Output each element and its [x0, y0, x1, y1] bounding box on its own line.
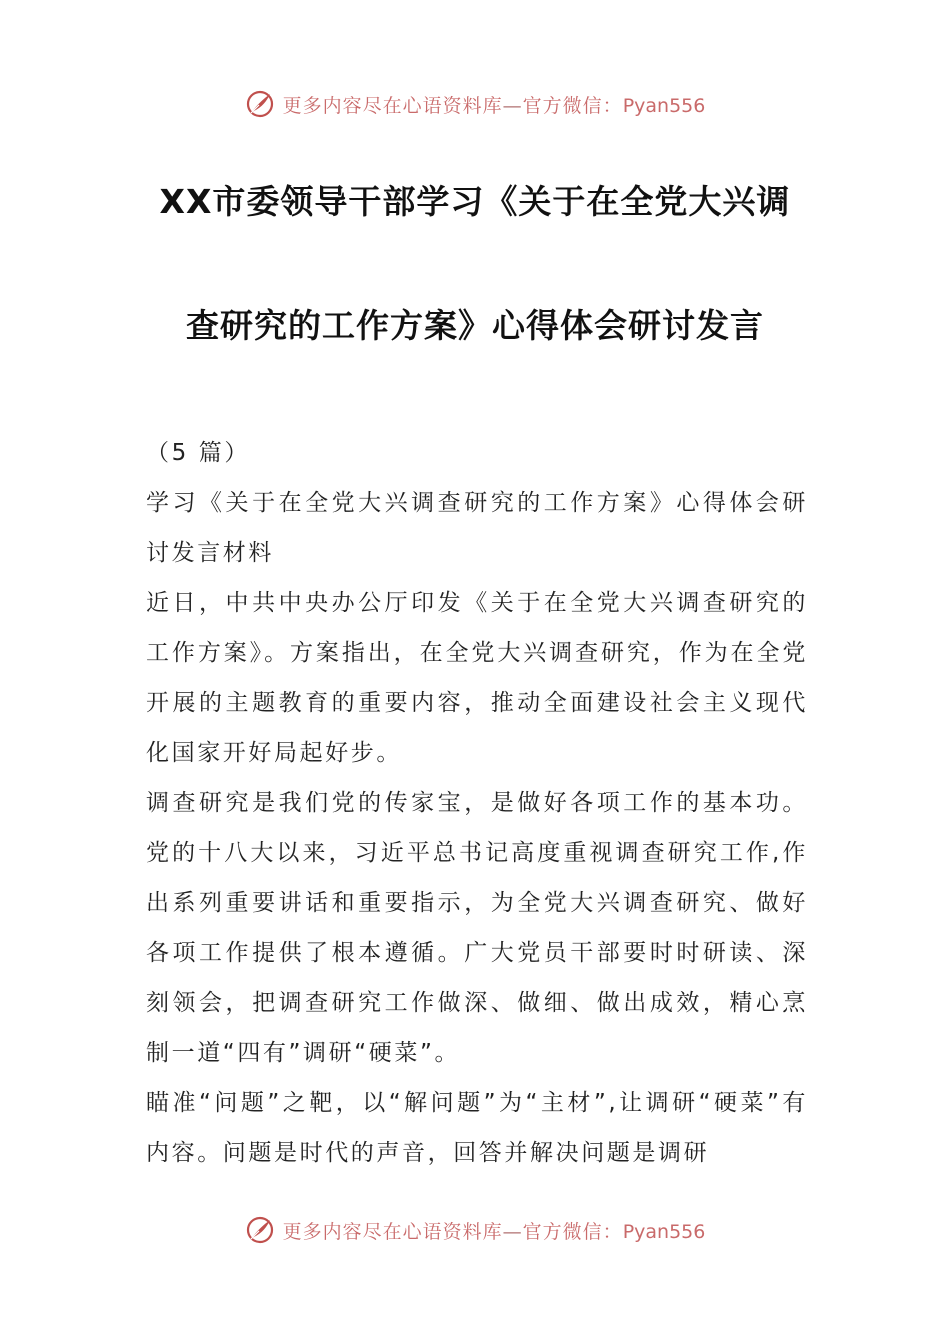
- paragraph: 调查研究是我们党的传家宝，是做好各项工作的基本功。党的十八大以来，习近平总书记高度重视调查研究工作,作出系列重要讲话和重要指示，为全党大兴调查研究、做好各项工作提供了根本遵循。广大党员干部要时时研读、深刻领会，把调查研究工作做深、做细、做出成效，精心烹制一道“四有”调研“硬菜”。: [146, 790, 808, 1066]
- banner-wechat-id: Pyan556: [622, 1220, 706, 1243]
- banner-wechat-label: 官方微信：: [522, 94, 623, 117]
- banner-brand-text: 更多内容尽在心语资料库: [282, 94, 503, 117]
- feather-pen-logo-icon: [245, 89, 275, 119]
- paragraph: 瞄准“问题”之靶，以“解问题”为“主材”,让调研“硬菜”有内容。问题是时代的声音，回答并解决问题是调研: [146, 1090, 808, 1166]
- banner-dash: —: [502, 1220, 523, 1243]
- paragraph: 近日，中共中央办公厅印发《关于在全党大兴调查研究的工作方案》。方案指出，在全党大兴调查研究，作为在全党开展的主题教育的重要内容，推动全面建设社会主义现代化国家开好局起好步。: [146, 590, 808, 766]
- banner-wechat-id: Pyan556: [622, 94, 706, 117]
- banner-brand-text: 更多内容尽在心语资料库: [282, 1220, 503, 1243]
- document-title-line-2: 查研究的工作方案》心得体会研讨发言: [186, 306, 764, 345]
- document-title-line-1: XX市委领导干部学习《关于在全党大兴调: [159, 182, 791, 221]
- banner-text: [283, 91, 706, 118]
- banner-wechat-label: 官方微信：: [522, 1220, 623, 1243]
- footer-banner: [0, 1210, 950, 1250]
- paragraph-subtitle: 学习《关于在全党大兴调查研究的工作方案》心得体会研讨发言材料: [146, 490, 808, 566]
- document-body: [146, 428, 808, 1178]
- banner-text: [283, 1217, 706, 1244]
- banner-dash: —: [502, 94, 523, 117]
- feather-pen-logo-icon: [245, 1215, 275, 1245]
- header-banner: [0, 84, 950, 124]
- article-count: （5 篇）: [146, 440, 250, 466]
